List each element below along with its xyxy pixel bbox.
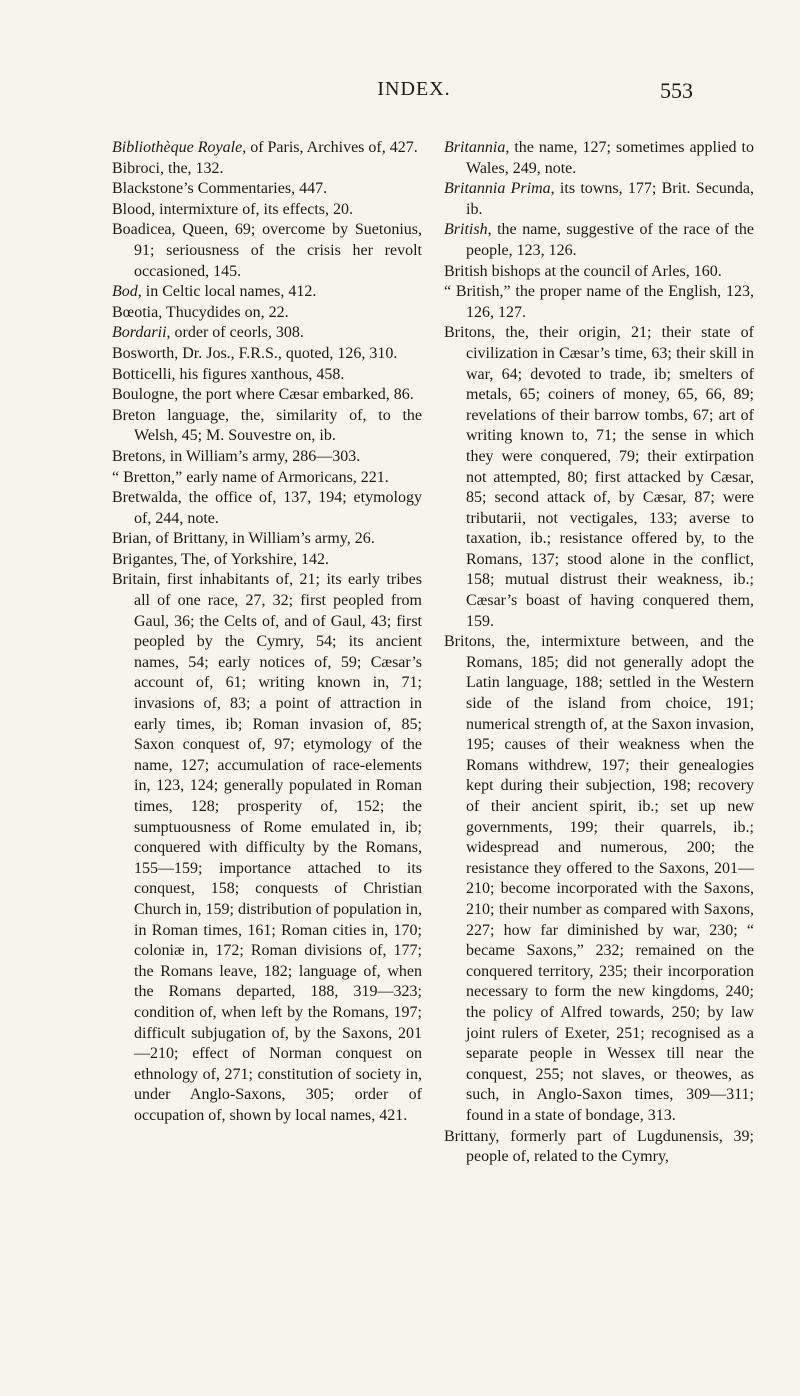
entry-text: Bretons, in William’s army, 286—303. <box>112 447 361 465</box>
index-entry <box>112 179 422 200</box>
index-entry <box>112 365 422 386</box>
entry-text: Blackstone’s Commentaries, 447. <box>112 180 328 198</box>
index-entry <box>112 323 422 344</box>
index-entry <box>444 262 754 283</box>
entry-text: , of Paris, Archives of, 427. <box>242 139 418 156</box>
entry-text: Brittany, formerly part of Lugdunensis, 39; people of, related to the Cymry, <box>444 1127 754 1166</box>
entry-text: Bœotia, Thucydides on, 22. <box>112 303 289 321</box>
right-index-column <box>444 138 754 1168</box>
entry-text: “ British,” the proper name of the English, 123, 126, 127. <box>444 283 754 321</box>
entry-text: Bretwalda, the office of, 137, 194; etymology of, 244, note. <box>112 489 422 527</box>
index-entry <box>112 488 422 529</box>
entry-text: Boulogne, the port where Cæsar embarked, 86. <box>112 386 414 404</box>
entry-text: Britons, the, intermixture between, and the Romans, 185; did not generally adopt the Latin language, 188; settled in the Western side of the island from choice, 191; numerical strength of, at the Saxon invasion, 195; causes of their weakness when the Romans withdrew, 197; their genealogies kept during their subjection, 198; recovery of their ancient spirit, ib.; set up new governments, 199; their quarrels, ib.; widespread and numerous, 200; the resistance they offered to the Saxons, 201—210; become incorporated with the Saxons, 210; their number as compared with Saxons, 227; how far diminished by war, 230; “ became Saxons,” 232; remained on the conquered territory, 235; their incorporation necessary to form the new kingdoms, 240; the policy of Alfred towards, 250; by law joint rulers of Exeter, 251; recognised as a separate people in Wessex till near the conquest, 255; not slaves, or theowes, as such, in Anglo-Saxon times, 309—311; found in a state of bondage, 313. <box>444 633 754 1124</box>
index-entry <box>112 406 422 447</box>
entry-text: , the name, 127; sometimes applied to Wales, 249, note. <box>466 139 754 177</box>
entry-head: Britannia Prima <box>444 180 551 198</box>
left-index-column <box>112 138 422 1127</box>
index-entry <box>444 138 754 179</box>
index-entry <box>112 220 422 282</box>
entry-text: “ Bretton,” early name of Armoricans, 221. <box>112 468 389 486</box>
index-entry <box>112 200 422 221</box>
index-entry <box>112 303 422 324</box>
page-title: INDEX. <box>377 78 451 100</box>
entry-head: British <box>444 221 488 239</box>
index-entry <box>112 529 422 550</box>
index-entry <box>444 632 754 1126</box>
entry-head: Bibliothèque Royale <box>112 139 243 156</box>
index-entry <box>112 468 422 489</box>
entry-text: Boadicea, Queen, 69; overcome by Suetonius, 91; seriousness of the crisis her revolt occasioned, 145. <box>112 221 422 280</box>
entry-head: Bordarii <box>112 324 167 342</box>
index-entry <box>112 138 422 159</box>
entry-head: Britannia <box>444 139 506 156</box>
index-entry <box>112 282 422 303</box>
index-entry <box>444 220 754 261</box>
entry-text: Bibroci, the, 132. <box>112 159 224 177</box>
entry-text: Brigantes, The, of Yorkshire, 142. <box>112 550 330 568</box>
index-entry <box>444 323 754 632</box>
index-entry <box>112 159 422 180</box>
entry-text: Britain, first inhabitants of, 21; its early tribes all of one race, 27, 32; first peopled from Gaul, 36; the Celts of, and of Gaul, 43; first peopled by the Cymry, 54; its ancient names, 54; early notices of, 59; Cæsar’s account of, 61; writing known in, 71; invasions of, 83; a point of attraction in early times, ib; Roman invasion of, 85; Saxon conquest of, 97; etymology of the name, 127; accumulation of race-elements in, 123, 124; generally populated in Roman times, 128; prosperity of, 152; the sumptuousness of Rome emulated in, ib; conquered with difficulty by the Romans, 155—159; importance attached to its conquest, 158; conquests of Christian Church in, 159; distribution of population in, in Roman times, 161; Roman cities in, 170; coloniæ in, 172; Roman divisions of, 177; the Romans leave, 182; language of, when the Romans departed, 188, 319—323; condition of, when left by the Romans, 197; difficult subjugation of, by the Saxons, 201—210; effect of Norman conquest on ethnology of, 271; constitution of society in, under Anglo-Saxons, 305; order of occupation of, shown by local names, 421. <box>112 571 422 1124</box>
entry-text: Britons, the, their origin, 21; their state of civilization in Cæsar’s time, 63; their skill in war, 64; devoted to trade, ib; smelters of metals, 65; coiners of money, 65, 66, 89; revelations of their barrow tombs, 67; art of writing known to, 71; the sense in which they were conquered, 79; their extirpation not attempted, 80; first attacked by Cæsar, 85; second attack of, by Cæsar, 87; were tributarii, not vectigales, 133; averse to taxation, ib.; resistance offered by, to the Romans, 137; stood alone in the conflict, 158; mutual distrust their weakness, ib.; Cæsar’s boast of having conquered them, 159. <box>444 324 754 630</box>
entry-text: , its towns, 177; Brit. Secunda, ib. <box>466 180 754 218</box>
index-entry <box>112 550 422 571</box>
entry-text: , in Celtic local names, 412. <box>137 283 317 301</box>
page-number: 553 <box>660 78 693 103</box>
index-entry <box>444 282 754 323</box>
index-entry <box>444 179 754 220</box>
index-entry <box>112 447 422 468</box>
index-entry <box>112 570 422 1126</box>
entry-text: Brian, of Brittany, in William’s army, 26. <box>112 530 375 548</box>
entry-text: Botticelli, his figures xanthous, 458. <box>112 365 345 383</box>
running-head <box>0 78 800 108</box>
entry-text: British bishops at the council of Arles, 160. <box>444 262 722 280</box>
index-entry <box>444 1127 754 1168</box>
entry-head: Bod <box>112 283 138 301</box>
entry-text: Breton language, the, similarity of, to the Welsh, 45; M. Souvestre on, ib. <box>112 406 422 445</box>
index-entry <box>112 385 422 406</box>
entry-text: , the name, suggestive of the race of the people, 123, 126. <box>466 221 754 259</box>
entry-text: , order of ceorls, 308. <box>166 324 304 342</box>
entry-text: Blood, intermixture of, its effects, 20. <box>112 200 353 218</box>
entry-text: Bosworth, Dr. Jos., F.R.S., quoted, 126, 310. <box>112 344 398 362</box>
index-entry <box>112 344 422 365</box>
